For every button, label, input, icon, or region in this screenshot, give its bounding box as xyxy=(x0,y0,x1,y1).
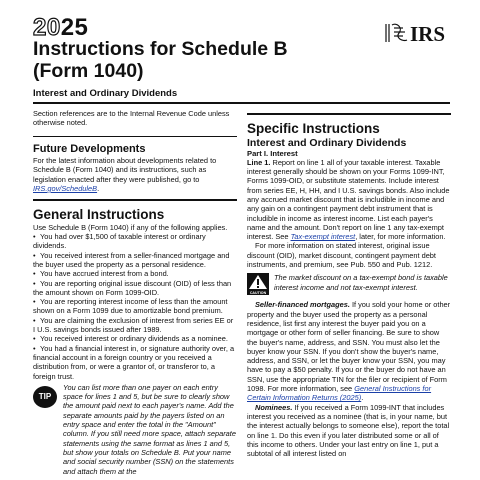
seller-end: . xyxy=(361,393,364,403)
irs-schedule-b-link[interactable]: IRS.gov/ScheduleB xyxy=(33,183,98,193)
section-divider xyxy=(33,199,237,201)
line-1-text: Report on line 1 all of your taxable interest. Taxable interest generally should be shown on your Forms 1099-INT, Forms 1099-OID, or substitute statements. Include interest from series EE, H, HH, and I U.S. savings bonds. Also include any accrued market discount that is includible in income and any gain on a contingent payment debt instrument that is includible in income as interest income. List each payer's name and the amount. Don't report on line 1 any tax-exempt interest. See xyxy=(247,157,450,242)
more-info-paragraph: For more information on stated interest, original issue discount (OID), market discount, contingent payment debt instruments, and premium, see Pub. 550 and Pub. 1212. xyxy=(247,241,436,270)
title-line-2: (Form 1040) xyxy=(33,60,144,82)
seller-financed-label: Seller-financed mortgages. xyxy=(255,300,350,310)
list-item xyxy=(33,334,237,343)
list-item xyxy=(33,251,237,270)
list-item xyxy=(33,316,237,335)
list-item-text: You received interest or ordinary dividends as a nominee. xyxy=(40,334,228,344)
right-column xyxy=(247,109,451,458)
logo-text: IRS xyxy=(410,22,446,46)
left-column xyxy=(33,109,237,476)
list-item-text: You are reporting original issue discount (OID) of less than the amount shown on Form 1099-OID. xyxy=(33,278,232,297)
nominees-label: Nominees. xyxy=(255,402,293,412)
list-item xyxy=(33,279,237,298)
list-item-text: You had over $1,500 of taxable interest or ordinary dividends. xyxy=(33,232,206,251)
caution-icon xyxy=(247,273,269,295)
year-outline: 20 xyxy=(33,14,61,41)
title-line-1: Instructions for Schedule B xyxy=(33,38,288,60)
future-text-end: . xyxy=(97,183,100,193)
intro-text: Section references are to the Internal Revenue Code unless otherwise noted. xyxy=(33,109,230,128)
list-item-text: You received interest from a seller-financed mortgage and the buyer used the property as a personal residence. xyxy=(33,250,230,269)
caution-label: CAUTION xyxy=(249,291,267,296)
list-item-text: You are reporting interest income of less than the amount shown on a Form 1099 due to amortizable bond premium. xyxy=(33,297,228,316)
year-solid: 25 xyxy=(60,14,89,41)
list-item xyxy=(33,232,237,251)
tip-icon: TIP xyxy=(33,386,57,408)
general-instructions-link[interactable]: General Instructions for Certain Information Returns (2025) xyxy=(247,384,432,403)
part-1-heading: Part I. Interest xyxy=(247,148,298,158)
bullet-icon: • xyxy=(33,315,36,325)
bullet-icon: • xyxy=(33,232,36,242)
seller-financed-paragraph xyxy=(247,300,451,402)
section-divider xyxy=(247,113,451,115)
future-developments-heading: Future Developments xyxy=(33,143,146,156)
bullet-icon: • xyxy=(33,269,36,279)
future-developments-text xyxy=(33,156,237,193)
tip-box xyxy=(33,383,237,476)
list-item-text: You have accrued interest from a bond. xyxy=(40,269,169,279)
header-divider xyxy=(33,102,450,104)
list-item-text: You had a financial interest in, or signature authority over, a financial account in a foreign country or you received a distribution from, or were a grantor of, or transferor to, a foreign trust. xyxy=(33,343,235,381)
irs-logo-icon xyxy=(383,20,463,46)
list-item xyxy=(33,344,237,381)
bullet-list xyxy=(33,232,237,381)
page-title xyxy=(33,38,333,82)
list-item xyxy=(33,269,237,278)
caution-box xyxy=(247,273,451,295)
bullet-icon: • xyxy=(33,297,36,307)
bullet-icon: • xyxy=(33,278,36,288)
tax-exempt-interest-link[interactable]: Tax-exempt interest xyxy=(290,232,356,242)
seller-financed-text: If you sold your home or other property and the buyer used the property as a personal residence, list first any interest the buyer paid you on a mortgage or other form of seller financing. Be sure to show the buyer's name, address, and SSN. You must also let the buyer know your SSN. If you don't show the buyer's name, address, and SSN, or let the buyer know your SSN, you may have to pay a $50 penalty. If you or the buyer do not have an SSN, use the appropriate TIN for the filer or recipient of Form 1098. For more information, see xyxy=(247,300,451,394)
tip-text: You can list more than one payer on each entry space for lines 1 and 5, but be sure to clearly show the amount paid next to each payer's name. Add the separate amounts paid by the payers listed on an entry space and enter the total in the "Amount" column. If you still need more space, attach separate statements using the same format as lines 1 and 5, but show your totals on Schedule B. Put your name and social security number (SSN) on the statements and attach them at the xyxy=(63,382,236,476)
line-1-paragraph xyxy=(247,158,451,242)
line-1-label: Line 1. xyxy=(247,157,271,167)
bullet-icon: • xyxy=(33,343,36,353)
nominees-paragraph xyxy=(247,403,451,459)
list-item xyxy=(33,297,237,316)
interest-dividends-heading: Interest and Ordinary Dividends xyxy=(247,136,407,149)
list-item-text: You are claiming the exclusion of interest from series EE or I U.S. savings bonds issued after 1989. xyxy=(33,315,234,335)
subtitle: Interest and Ordinary Dividends xyxy=(33,88,178,99)
line-1-end: , later, for more information. xyxy=(355,232,446,242)
section-divider xyxy=(33,136,237,138)
general-intro: Use Schedule B (Form 1040) if any of the following applies. xyxy=(33,222,228,232)
specific-instructions-heading: Specific Instructions xyxy=(247,120,380,136)
bullet-icon: • xyxy=(33,334,36,344)
bullet-icon: • xyxy=(33,250,36,260)
general-instructions-heading: General Instructions xyxy=(33,206,165,222)
caution-text: The market discount on a tax-exempt bond is taxable interest income and not tax-exempt interest. xyxy=(274,273,448,292)
nominees-text: If you received a Form 1099-INT that includes interest you received as a nominee (that is, in your name, but the interest actually belongs to someone else), report the total on line 1. Do this even if you later distributed some or all of this income to others. Under your last entry on line 1, put a subtotal of all interest listed on xyxy=(247,402,450,459)
future-text-body: For the latest information about developments related to Schedule B (Form 1040) and its instructions, such as legislation enacted after they were published, go to xyxy=(33,156,217,184)
